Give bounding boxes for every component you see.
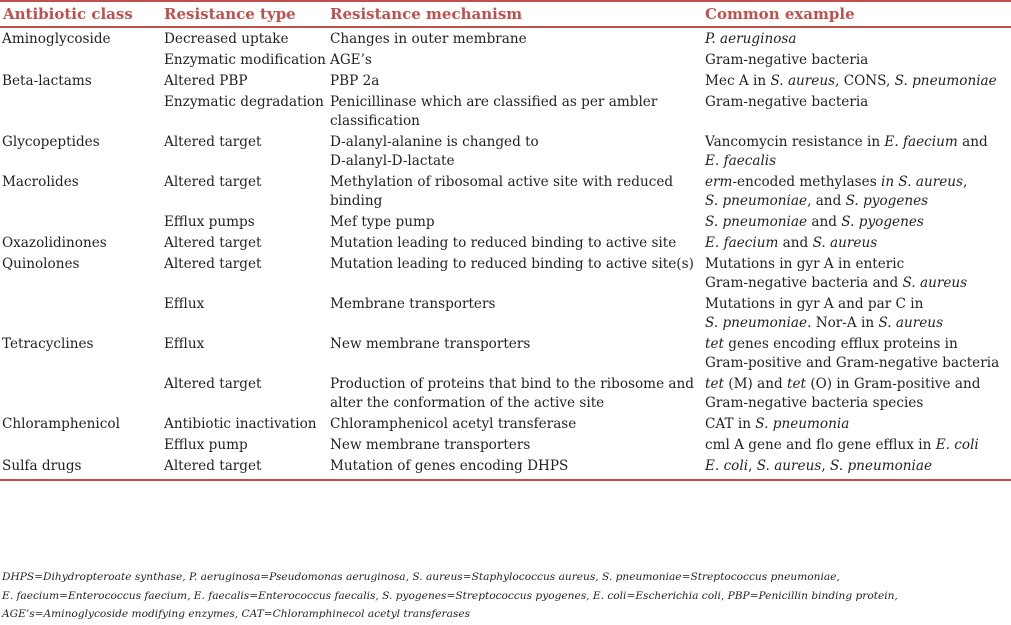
cell-resistance-mechanism: PBP 2a bbox=[330, 73, 380, 89]
col-header-resistance-type: Resistance type bbox=[161, 1, 327, 27]
cell-antibiotic-class bbox=[0, 51, 161, 72]
table-row bbox=[0, 415, 1011, 436]
cell-resistance-type: Altered target bbox=[164, 174, 262, 190]
cell-resistance-type: Altered target bbox=[164, 235, 262, 251]
footnote-line: AGE’s=Aminoglycoside modifying enzymes, CAT=Chloramphinecol acetyl transferases bbox=[2, 608, 471, 620]
table-row bbox=[0, 457, 1011, 480]
cell-common-example: E. coli, S. aureus, S. pneumoniae bbox=[702, 457, 1011, 480]
cell-resistance-type: Efflux pumps bbox=[164, 214, 255, 230]
table-row bbox=[0, 93, 1011, 133]
cell-resistance-type: Altered PBP bbox=[164, 73, 248, 89]
table-row bbox=[0, 436, 1011, 457]
cell-common-example: Mec A in S. aureus, CONS, S. pneumoniae bbox=[705, 73, 997, 89]
cell-resistance-mechanism: AGE’s bbox=[330, 52, 372, 68]
cell-resistance-mechanism: Penicillinase which are classified as per ambler classification bbox=[330, 94, 658, 129]
footnote-line: E. faecium=Enterococcus faecium, E. faecalis=Enterococcus faecalis, S. pyogenes=Streptococcus pyogenes, E. coli=Escherichia coli, PBP=Penicillin binding protein, bbox=[2, 589, 898, 602]
cell-resistance-type: Efflux bbox=[164, 336, 205, 352]
cell-resistance-type: Efflux pump bbox=[164, 437, 248, 453]
cell-antibiotic-class: Beta-lactams bbox=[2, 73, 92, 89]
table-row bbox=[0, 51, 1011, 72]
table-row bbox=[0, 375, 1011, 415]
cell-antibiotic-class bbox=[0, 213, 161, 234]
cell-antibiotic-class bbox=[0, 375, 161, 415]
cell-common-example: Mutations in gyr A in enteric Gram-negative bacteria and S. aureus bbox=[705, 256, 968, 291]
table-body bbox=[0, 27, 1011, 480]
cell-common-example: Vancomycin resistance in E. faecium and E. faecalis bbox=[705, 134, 988, 169]
cell-resistance-type: Enzymatic modification bbox=[164, 52, 326, 68]
cell-resistance-type: Altered target bbox=[161, 457, 327, 480]
cell-resistance-mechanism: Membrane transporters bbox=[330, 296, 496, 312]
cell-resistance-type: Antibiotic inactivation bbox=[164, 416, 317, 432]
col-header-common-example: Common example bbox=[702, 1, 1011, 27]
cell-common-example: E. faecium and S. aureus bbox=[705, 235, 878, 251]
cell-common-example: S. pneumoniae and S. pyogenes bbox=[705, 214, 924, 230]
cell-resistance-type: Decreased uptake bbox=[164, 31, 289, 47]
cell-resistance-type: Efflux bbox=[164, 296, 205, 312]
cell-resistance-type: Altered target bbox=[164, 256, 262, 272]
table-footnote bbox=[2, 568, 1007, 624]
table-row bbox=[0, 335, 1011, 375]
cell-resistance-mechanism: New membrane transporters bbox=[330, 437, 531, 453]
cell-common-example: tet (M) and tet (O) in Gram-positive and Gram-negative bacteria species bbox=[705, 376, 981, 411]
cell-common-example: P. aeruginosa bbox=[705, 31, 797, 47]
cell-antibiotic-class: Chloramphenicol bbox=[2, 416, 120, 432]
cell-antibiotic-class: Oxazolidinones bbox=[2, 235, 107, 251]
table-row bbox=[0, 27, 1011, 51]
table-row bbox=[0, 72, 1011, 93]
cell-resistance-mechanism: Chloramphenicol acetyl transferase bbox=[330, 416, 577, 432]
cell-resistance-mechanism: Changes in outer membrane bbox=[330, 31, 527, 47]
cell-antibiotic-class bbox=[0, 436, 161, 457]
cell-resistance-type: Enzymatic degradation bbox=[164, 94, 324, 110]
cell-common-example: cml A gene and flo gene efflux in E. coli bbox=[705, 437, 979, 453]
cell-common-example: erm-encoded methylases in S. aureus, S. pneumoniae, and S. pyogenes bbox=[705, 174, 968, 209]
col-header-resistance-mechanism: Resistance mechanism bbox=[327, 1, 702, 27]
table-row bbox=[0, 133, 1011, 173]
table-row bbox=[0, 173, 1011, 213]
cell-antibiotic-class: Sulfa drugs bbox=[0, 457, 161, 480]
cell-antibiotic-class: Quinolones bbox=[2, 256, 80, 272]
cell-common-example: Gram-negative bacteria bbox=[705, 94, 869, 110]
cell-resistance-mechanism: D-alanyl-alanine is changed to D-alanyl-D-lactate bbox=[330, 134, 539, 169]
cell-antibiotic-class bbox=[0, 295, 161, 335]
table-row bbox=[0, 234, 1011, 255]
cell-antibiotic-class bbox=[0, 93, 161, 133]
col-header-antibiotic-class: Antibiotic class bbox=[0, 1, 161, 27]
cell-common-example: Mutations in gyr A and par C in S. pneumoniae. Nor-A in S. aureus bbox=[705, 296, 944, 331]
cell-resistance-mechanism: Mutation of genes encoding DHPS bbox=[327, 457, 702, 480]
table-row bbox=[0, 295, 1011, 335]
cell-common-example: Gram-negative bacteria bbox=[705, 52, 869, 68]
table-row bbox=[0, 255, 1011, 295]
footnote-line: DHPS=Dihydropteroate synthase, P. aeruginosa=Pseudomonas aeruginosa, S. aureus=Staphylococcus aureus, S. pneumoniae=Streptococcus pneumoniae, bbox=[2, 571, 840, 583]
table-row bbox=[0, 213, 1011, 234]
cell-resistance-mechanism: Mutation leading to reduced binding to active site(s) bbox=[330, 256, 694, 272]
cell-common-example: tet genes encoding efflux proteins in Gram-positive and Gram-negative bacteria bbox=[705, 336, 1000, 371]
header-row bbox=[0, 1, 1011, 27]
cell-resistance-mechanism: Mef type pump bbox=[330, 214, 435, 230]
cell-antibiotic-class: Aminoglycoside bbox=[2, 31, 111, 47]
cell-resistance-mechanism: Production of proteins that bind to the ribosome and alter the conformation of the active site bbox=[330, 376, 694, 411]
cell-antibiotic-class: Glycopeptides bbox=[2, 134, 100, 150]
cell-antibiotic-class: Tetracyclines bbox=[2, 336, 94, 352]
cell-resistance-mechanism: Methylation of ribosomal active site with reduced binding bbox=[330, 174, 674, 209]
cell-resistance-type: Altered target bbox=[164, 134, 262, 150]
cell-resistance-type: Altered target bbox=[164, 376, 262, 392]
cell-common-example: CAT in S. pneumonia bbox=[705, 416, 850, 432]
cell-resistance-mechanism: New membrane transporters bbox=[330, 336, 531, 352]
cell-resistance-mechanism: Mutation leading to reduced binding to active site bbox=[330, 235, 677, 251]
cell-antibiotic-class: Macrolides bbox=[2, 174, 79, 190]
